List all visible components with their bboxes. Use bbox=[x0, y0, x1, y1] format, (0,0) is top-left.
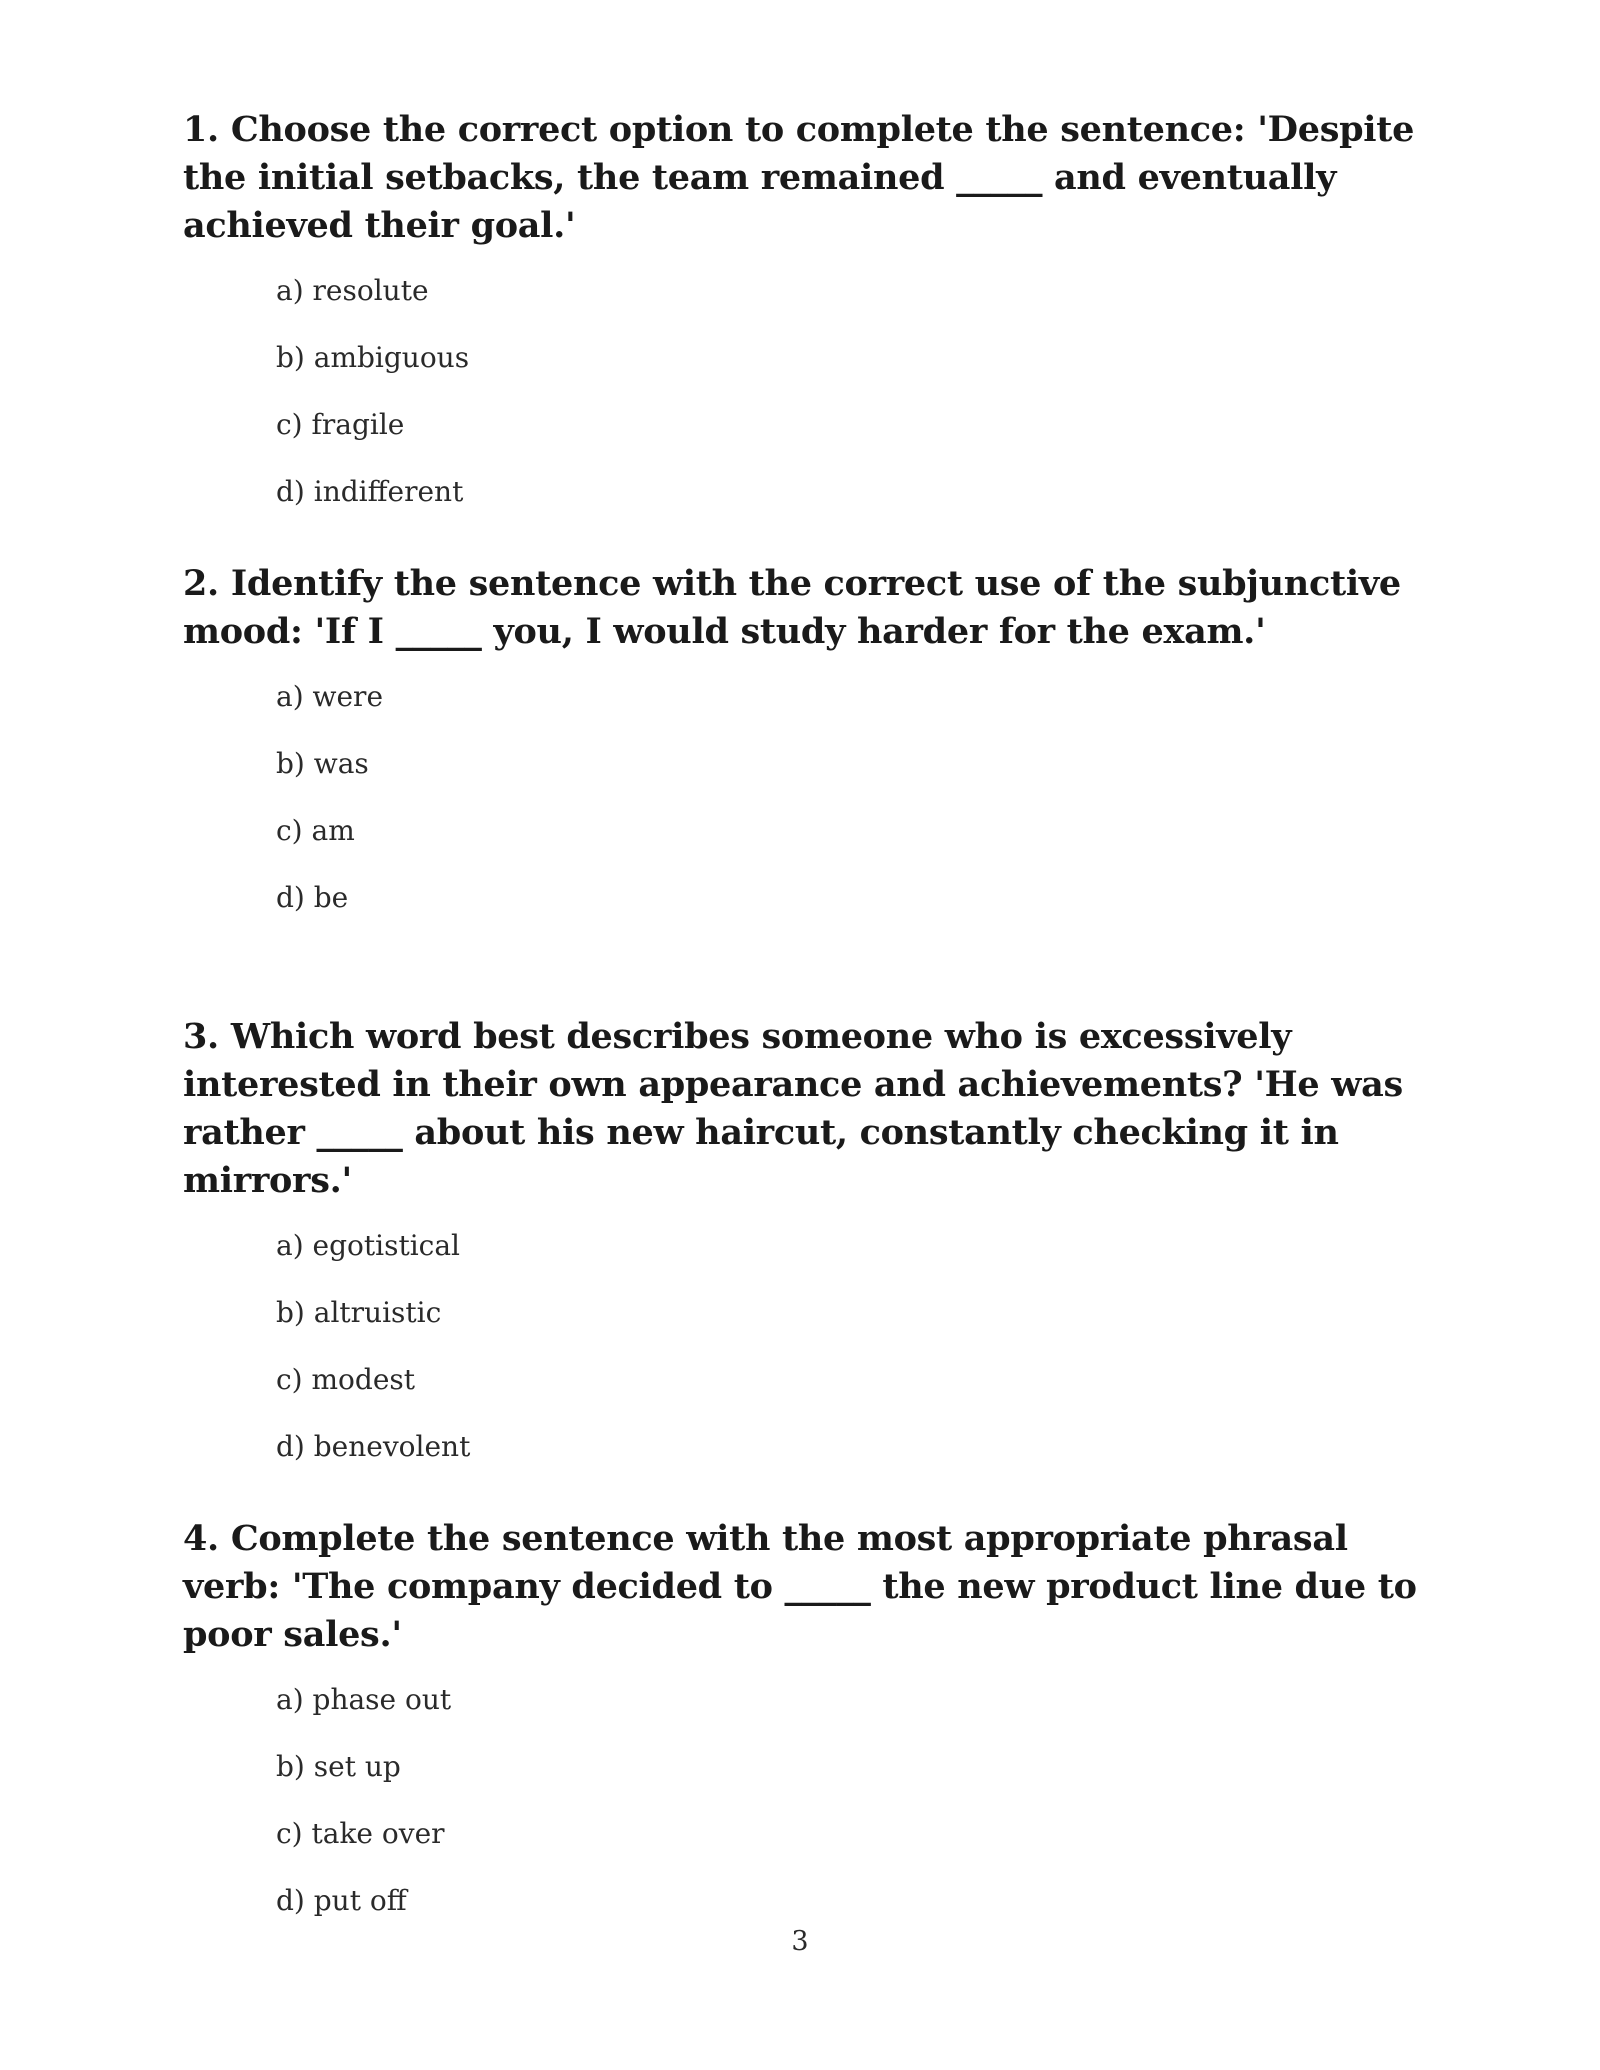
option-b: b) ambiguous bbox=[276, 341, 470, 374]
question-text: 2. Identify the sentence with the correct use of the subjunctive mood: 'If I _____ you, I would study harder for the exam.' bbox=[183, 563, 1401, 652]
option-d: d) be bbox=[276, 881, 349, 914]
option-d: d) put off bbox=[276, 1884, 407, 1917]
option-b: b) set up bbox=[276, 1750, 401, 1783]
option-b: b) altruistic bbox=[276, 1296, 442, 1329]
question-2 bbox=[183, 560, 1453, 915]
option-a: a) egotistical bbox=[276, 1229, 460, 1262]
option-c: c) am bbox=[276, 814, 355, 847]
question-text: 1. Choose the correct option to complete the sentence: 'Despite the initial setbacks, the team remained _____ and eventually achieved their goal.' bbox=[183, 109, 1415, 246]
option-c: c) modest bbox=[276, 1363, 416, 1396]
option-c: c) fragile bbox=[276, 408, 405, 441]
answer-options bbox=[183, 1229, 1453, 1464]
option-a: a) phase out bbox=[276, 1683, 452, 1716]
option-a: a) resolute bbox=[276, 274, 429, 307]
option-b: b) was bbox=[276, 747, 369, 780]
question-3 bbox=[183, 1013, 1453, 1464]
question-text: 3. Which word best describes someone who is excessively interested in their own appearance and achievements? 'He was rather _____ about his new haircut, constantly checking it in mirrors.' bbox=[183, 1016, 1403, 1201]
answer-options bbox=[183, 680, 1453, 915]
answer-options bbox=[183, 274, 1453, 509]
option-d: d) benevolent bbox=[276, 1430, 471, 1463]
option-d: d) indifferent bbox=[276, 475, 464, 508]
question-text: 4. Complete the sentence with the most appropriate phrasal verb: 'The company decided to _____ the new product line due to poor sales.' bbox=[183, 1518, 1417, 1655]
option-a: a) were bbox=[276, 680, 384, 713]
option-c: c) take over bbox=[276, 1817, 445, 1850]
answer-options bbox=[183, 1683, 1453, 1918]
page-number: 3 bbox=[791, 1926, 809, 1957]
question-1 bbox=[183, 106, 1453, 509]
question-4 bbox=[183, 1515, 1453, 1918]
